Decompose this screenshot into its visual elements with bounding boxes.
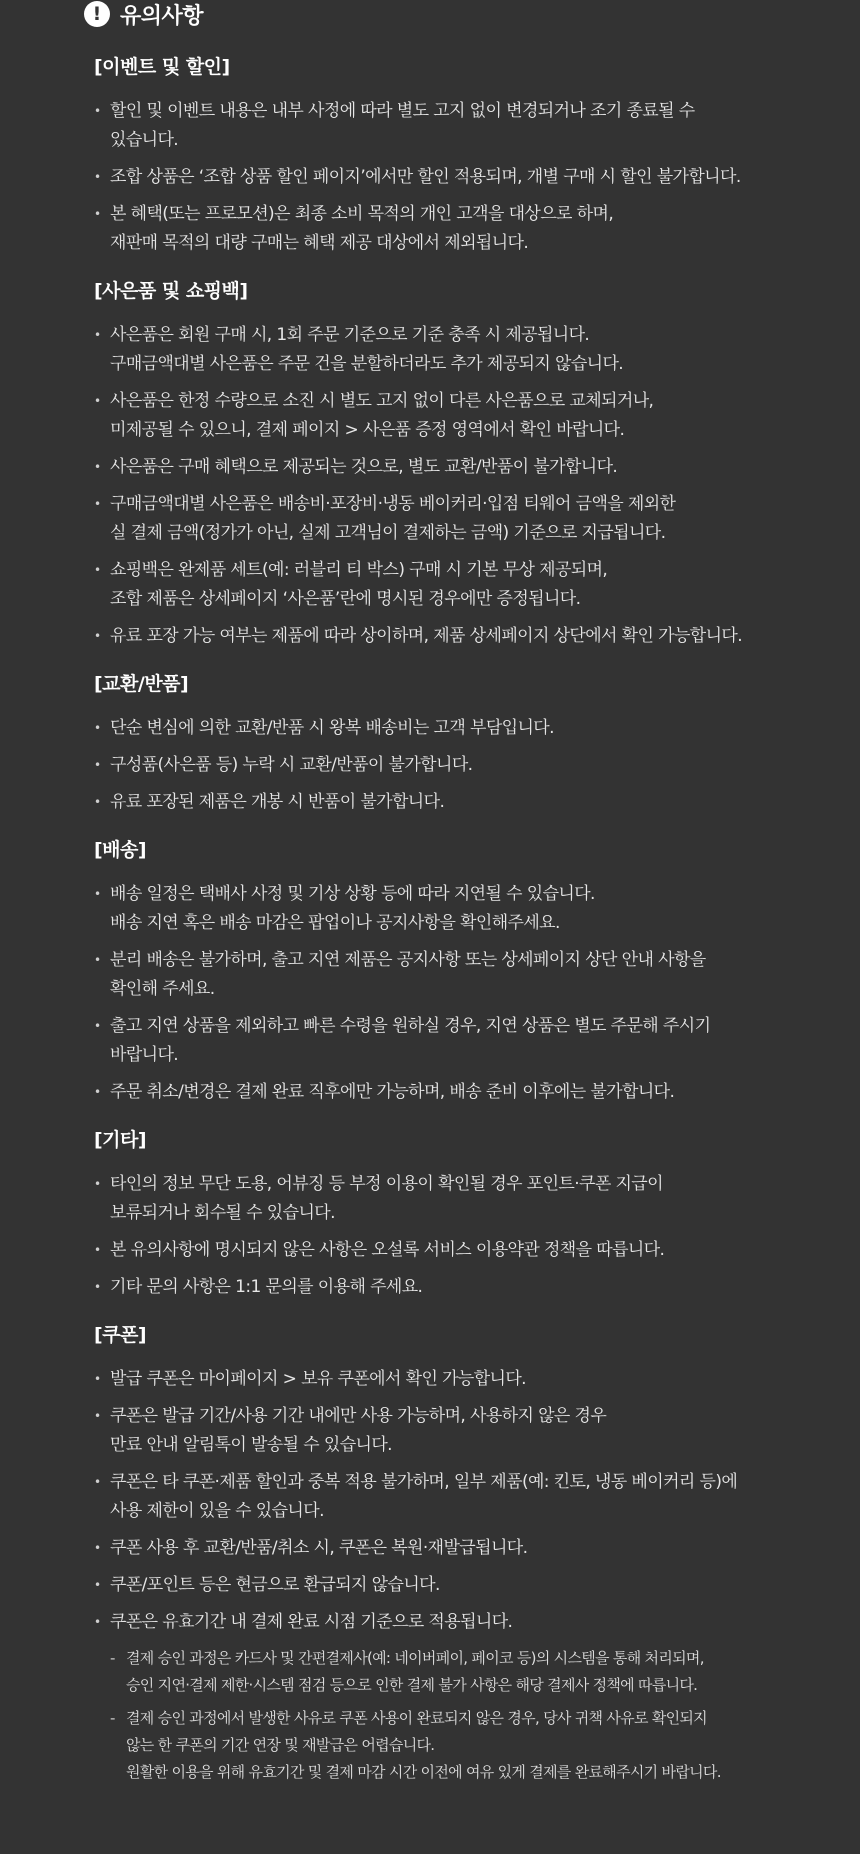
notice-item [94, 387, 794, 445]
notice-item [94, 880, 794, 938]
section-title: [기타] [94, 1129, 147, 1151]
notice-list [94, 1170, 794, 1302]
notice-item-line: 실 결제 금액(정가가 아닌, 실제 고객님이 결제하는 금액) 기준으로 지급됩니다. [110, 523, 666, 543]
notice-item [94, 1534, 794, 1563]
notice-item-line: 사용 제한이 있을 수 있습니다. [110, 1501, 324, 1521]
notice-sub-item [110, 1645, 794, 1699]
notice-item [94, 622, 794, 651]
notice-sub-item-line: 승인 지연·결제 제한·시스템 점검 등으로 인한 결제 불가 사항은 해당 결제사 정책에 따릅니다. [126, 1676, 698, 1694]
notice-item [94, 556, 794, 614]
notice-item-line: • 할인 및 이벤트 내용은 내부 사정에 따라 별도 고지 없이 변경되거나 조기 종료될 수 [110, 101, 695, 121]
notice-item-line: • 쿠폰은 타 쿠폰·제품 할인과 중복 적용 불가하며, 일부 제품(예: 킨토, 냉동 베이커리 등)에 [110, 1472, 738, 1492]
notice-item-line: 구매금액대별 사은품은 주문 건을 분할하더라도 추가 제공되지 않습니다. [110, 354, 624, 374]
notice-item [94, 321, 794, 379]
notice-list [94, 880, 794, 1107]
notice-item-line: 보류되거나 회수될 수 있습니다. [110, 1203, 335, 1223]
notice-list [94, 321, 794, 651]
notice-item [94, 1468, 794, 1526]
notice-item-line: • 단순 변심에 의한 교환/반품 시 왕복 배송비는 고객 부담입니다. [110, 718, 554, 738]
notice-item-line: • 기타 문의 사항은 1:1 문의를 이용해 주세요. [110, 1277, 423, 1297]
notice-item-line: • 쿠폰 사용 후 교환/반품/취소 시, 쿠폰은 복원·재발급됩니다. [110, 1538, 528, 1558]
notice-item [94, 1273, 794, 1302]
notice-item [94, 490, 794, 548]
notice-item [94, 714, 794, 743]
notice-item-line: • 배송 일정은 택배사 사정 및 기상 상황 등에 따라 지연될 수 있습니다. [110, 884, 595, 904]
notice-sub-item [110, 1705, 794, 1786]
notice-item-line: • 유료 포장 가능 여부는 제품에 따라 상이하며, 제품 상세페이지 상단에서 확인 가능합니다. [110, 626, 743, 646]
notice-item-line: 확인해 주세요. [110, 979, 215, 999]
notice-header [84, 0, 203, 28]
notice-item-line: • 쿠폰/포인트 등은 현금으로 환급되지 않습니다. [110, 1575, 440, 1595]
notice-item [94, 946, 794, 1004]
notice-item-line: • 출고 지연 상품을 제외하고 빠른 수령을 원하실 경우, 지연 상품은 별도 주문해 주시기 [110, 1016, 711, 1036]
notice-item [94, 163, 794, 192]
notice-item-line: 바랍니다. [110, 1045, 179, 1065]
notice-item [94, 453, 794, 482]
notice-item [94, 200, 794, 258]
notice-item [94, 1170, 794, 1228]
notice-item-line: 조합 제품은 상세페이지 ‘사은품’란에 명시된 경우에만 증정됩니다. [110, 589, 581, 609]
notice-item-line: 재판매 목적의 대량 구매는 혜택 제공 대상에서 제외됩니다. [110, 233, 529, 253]
notice-item-line: • 쇼핑백은 완제품 세트(예: 러블리 티 박스) 구매 시 기본 무상 제공되며, [110, 560, 608, 580]
notice-item-line: 있습니다. [110, 130, 179, 150]
notice-item-line: • 주문 취소/변경은 결제 완료 직후에만 가능하며, 배송 준비 이후에는 불가합니다. [110, 1082, 675, 1102]
notice-item-line: • 사은품은 구매 혜택으로 제공되는 것으로, 별도 교환/반품이 불가합니다. [110, 457, 618, 477]
notice-item-line: • 조합 상품은 ‘조합 상품 할인 페이지’에서만 할인 적용되며, 개별 구매 시 할인 불가합니다. [110, 167, 741, 187]
notice-list [94, 1365, 794, 1786]
section-title: [쿠폰] [94, 1324, 147, 1346]
notice-sub-list [94, 1645, 794, 1786]
notice-item-line: 배송 지연 혹은 배송 마감은 팝업이나 공지사항을 확인해주세요. [110, 913, 560, 933]
notice-item [94, 1365, 794, 1394]
notice-item-line: • 타인의 정보 무단 도용, 어뷰징 등 부정 이용이 확인될 경우 포인트·쿠폰 지급이 [110, 1174, 663, 1194]
notice-item-line: • 본 유의사항에 명시되지 않은 사항은 오설록 서비스 이용약관 정책을 따릅니다. [110, 1240, 665, 1260]
notice-item [94, 751, 794, 780]
notice-item-line: • 본 혜택(또는 프로모션)은 최종 소비 목적의 개인 고객을 대상으로 하며, [110, 204, 614, 224]
notice-item [94, 788, 794, 817]
section-title: [교환/반품] [94, 673, 189, 695]
notice-item [94, 1608, 794, 1637]
notice-item-line: • 유료 포장된 제품은 개봉 시 반품이 불가합니다. [110, 792, 445, 812]
notice-list [94, 714, 794, 817]
notice-item-line: • 사은품은 회원 구매 시, 1회 주문 기준으로 기준 충족 시 제공됩니다. [110, 325, 590, 345]
section-title: [배송] [94, 839, 147, 861]
notice-content [94, 50, 794, 1802]
notice-item [94, 1571, 794, 1600]
notice-item [94, 97, 794, 155]
section-title: [이벤트 및 할인] [94, 56, 230, 78]
notice-sub-item-line: - 결제 승인 과정은 카드사 및 간편결제사(예: 네이버페이, 페이코 등)의 시스템을 통해 처리되며, [126, 1649, 704, 1667]
notice-list [94, 97, 794, 258]
exclamation-circle-icon: ! [84, 1, 110, 27]
notice-sub-item-line: 원활한 이용을 위해 유효기간 및 결제 마감 시간 이전에 여유 있게 결제를 완료해주시기 바랍니다. [126, 1763, 721, 1781]
notice-item [94, 1236, 794, 1265]
notice-title: 유의사항 [120, 3, 204, 29]
notice-item-line: • 쿠폰은 발급 기간/사용 기간 내에만 사용 가능하며, 사용하지 않은 경우 [110, 1406, 607, 1426]
notice-item-line: 미제공될 수 있으니, 결제 페이지 > 사은품 증정 영역에서 확인 바랍니다. [110, 420, 625, 440]
notice-item [94, 1078, 794, 1107]
notice-item-line: • 사은품은 한정 수량으로 소진 시 별도 고지 없이 다른 사은품으로 교체되거나, [110, 391, 654, 411]
notice-sub-item-line: - 결제 승인 과정에서 발생한 사유로 쿠폰 사용이 완료되지 않은 경우, 당사 귀책 사유로 확인되지 [126, 1709, 707, 1727]
notice-item-line: 만료 안내 알림톡이 발송될 수 있습니다. [110, 1435, 392, 1455]
notice-item-line: • 분리 배송은 불가하며, 출고 지연 제품은 공지사항 또는 상세페이지 상단 안내 사항을 [110, 950, 706, 970]
notice-item [94, 1402, 794, 1460]
notice-item-line: • 쿠폰은 유효기간 내 결제 완료 시점 기준으로 적용됩니다. [110, 1612, 513, 1632]
notice-item-line: • 발급 쿠폰은 마이페이지 > 보유 쿠폰에서 확인 가능합니다. [110, 1369, 526, 1389]
notice-sub-item-line: 않는 한 쿠폰의 기간 연장 및 재발급은 어렵습니다. [126, 1736, 435, 1754]
section-title: [사은품 및 쇼핑백] [94, 280, 248, 302]
notice-item-line: • 구성품(사은품 등) 누락 시 교환/반품이 불가합니다. [110, 755, 473, 775]
notice-item [94, 1012, 794, 1070]
notice-item-line: • 구매금액대별 사은품은 배송비·포장비·냉동 베이커리·입점 티웨어 금액을 제외한 [110, 494, 676, 514]
